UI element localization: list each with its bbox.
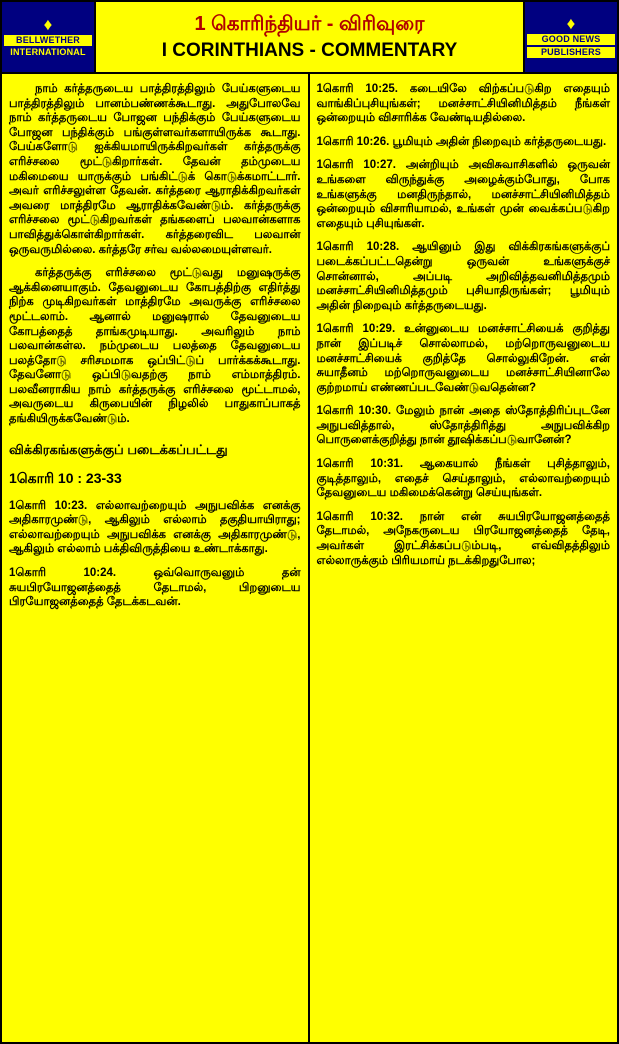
logo-left-line2: INTERNATIONAL: [4, 47, 92, 58]
page-header: [2, 2, 617, 74]
verse: 1கொரி 10:32. நான் என் சுயபிரயோஜனத்தைத் தேடாமல், அநேகருடைய பிரயோஜனத்தைத் தேடி, அவர்கள் இரட்சிக்கப்படும்படி, எவ்விதத்திலும் எல்லாருக்கும் பிரியமாய் நடக்கிறதுபோல;: [316, 510, 610, 567]
publisher-logo-left: [2, 2, 96, 72]
verse: 1கொரி 10:27. அன்றியும் அவிசுவாசிகளில் ஒருவன் உங்களை விருந்துக்கு அழைக்கும்போது, போக உங்களுக்கு மனதிருந்தால், மனச்சாட்சியினிமித்தம் ஒன்றையும் விசாரியாமல், உங்கள் முன் வைக்கப்படுகிற எதையும் புசியுங்கள்.: [316, 159, 610, 230]
content-columns: [2, 74, 617, 1042]
verse: 1கொரி 10:29. உன்னுடைய மனச்சாட்சியைக் குறித்து நான் இப்படிச் சொல்லாமல், மற்றொருவனுடைய மனச்சாட்சியைக் குறித்தே சொல்லுகிறேன். என் சுயாதீனம் மற்றொருவனுடைய மனச்சாட்சியினாலே குற்றமாய் எண்ணப்படவேண்டுவதென்ன?: [316, 323, 610, 394]
logo-left-line1: BELLWETHER: [4, 34, 92, 47]
verse: 1கொரி 10:28. ஆயினும் இது விக்கிரகங்களுக்குப் படைக்கப்பட்டதென்று ஒருவன் உங்களுக்குச் சொன்னால், அப்படி அறிவித்தவனிமித்தமும் மனச்சாட்சியினிமித்தமும் புசியாதிருங்கள்; பூமியும் அதின் நிறைவும் கர்த்தருடையது.: [316, 241, 610, 312]
page-title: [96, 2, 523, 72]
verse: 1கொரி 10:26. பூமியும் அதின் நிறைவும் கர்த்தருடையது.: [316, 135, 607, 148]
torch-icon: ♦: [566, 14, 576, 33]
left-column: [2, 74, 310, 1042]
section-heading: விக்கிரகங்களுக்குப் படைக்கப்பட்டது: [9, 441, 228, 457]
book-icon: ♦: [43, 15, 53, 34]
title-tamil: 1 கொரிந்தியர் - விரிவுரை: [194, 13, 425, 35]
paragraph: நாம் கர்த்தருடைய பாத்திரத்திலும் பேய்களுடைய பாத்திரத்திலும் பானம்பண்ணக்கூடாது. அதுபோலவே நாம் கர்த்தருடைய போஜன பந்திக்கும் பேய்களுடைய போஜன பந்திக்கும் பங்குள்ளவர்களாயிருக்க கூடாது. பேய்களோடு ஐக்கியமாயிருக்கிறவர்கள் கர்த்தருக்கு எரிச்சலை மூட்டுகிறார்கள். தேவன் தம்முடைய மகிமையை யாருக்கும் பங்கிட்டுக் கொடுக்கமாட்டார். அவர் எரிச்சலுள்ள தேவன். கர்த்தரை ஆராதிக்கிறவர்கள் அவரை மாத்திரமே ஆராதிக்கவேண்டும். கர்த்தருக்கு எரிச்சலை மூட்டுகிறவர்கள் தங்களைப் பலவான்களாக பாவித்துக்கொள்கிறார்கள். கர்த்தரைவிட பலவான் ஒருவருமில்லை. கர்த்தரே சர்வ வல்லமையுள்ளவர்.: [9, 83, 301, 256]
title-english: I CORINTHIANS - COMMENTARY: [161, 40, 458, 61]
right-column: [310, 74, 618, 1042]
verse: 1கொரி 10:23. எல்லாவற்றையும் அநுபவிக்க எனக்கு அதிகாரமுண்டு, ஆகிலும் எல்லாம் தகுதியாயிராது; எல்லாவற்றையும் அநுபவிக்க எனக்கு அதிகாரமுண்டு, ஆகிலும் எல்லாம் பக்திவிருத்தியை உண்டாக்காது.: [9, 499, 301, 556]
verse: 1கொரி 10:31. ஆகையால் நீங்கள் புசித்தாலும், குடித்தாலும், எதைச் செய்தாலும், எல்லாவற்றையும் தேவனுடைய மகிமைக்கென்று செய்யுங்கள்.: [316, 458, 610, 500]
verse: 1கொரி 10:30. மேலும் நான் அதை ஸ்தோத்திரிப்புடனே அநுபவித்தால், ஸ்தோத்திரித்து அநுபவிக்கிற பொருளைக்குறித்து நான் தூஷிக்கப்படுவானேன்?: [316, 405, 610, 447]
verse: 1கொரி 10:25. கடையிலே விற்கப்படுகிற எதையும் வாங்கிப்புசியுங்கள்; மனச்சாட்சியினிமித்தம் நீங்கள் ஒன்றையும் விசாரிக்க வேண்டியதில்லை.: [316, 83, 610, 125]
logo-right-line1: GOOD NEWS: [527, 33, 615, 46]
paragraph: கர்த்தருக்கு எரிச்சலை மூட்டுவது மனுஷருக்கு ஆக்கினையாகும். தேவனுடைய கோபத்திற்கு எதிர்த்து நிற்க முடிகிறவர்கள் மாத்திரமே அவருக்கு எரிச்சலை மூட்டலாம். ஆனால் மனுஷரால் தேவனுடைய கோபத்தைத் தாங்கமுடியாது. அவரிலும் நாம் பலவான்கள்ல. நம்முடைய பலத்தை தேவனுடைய பலத்தோடு சரிசமமாக ஒப்பிட்டுப் பார்க்கக்கூடாது. தேவனோடு ஒப்பிடுவதற்கு நாம் எம்மாத்திரம். பலவீனராகிய நாம் கர்த்தருக்கு எரிச்சலை மூட்டாமல், அவருடைய கிருபையின் நிழலில் பாதுகாப்பாகத் தங்கியிருக்கவேண்டும்.: [9, 267, 301, 426]
logo-right-line2: PUBLISHERS: [527, 46, 615, 59]
publisher-logo-right: [523, 2, 617, 72]
scripture-reference: 1கொரி 10 : 23-33: [9, 469, 122, 486]
verse: 1கொரி 10:24. ஒவ்வொருவனும் தன் சுயபிரயோஜனத்தைத் தேடாமல், பிறனுடைய பிரயோஜனத்தைத் தேடக்கடவன்.: [9, 567, 301, 609]
